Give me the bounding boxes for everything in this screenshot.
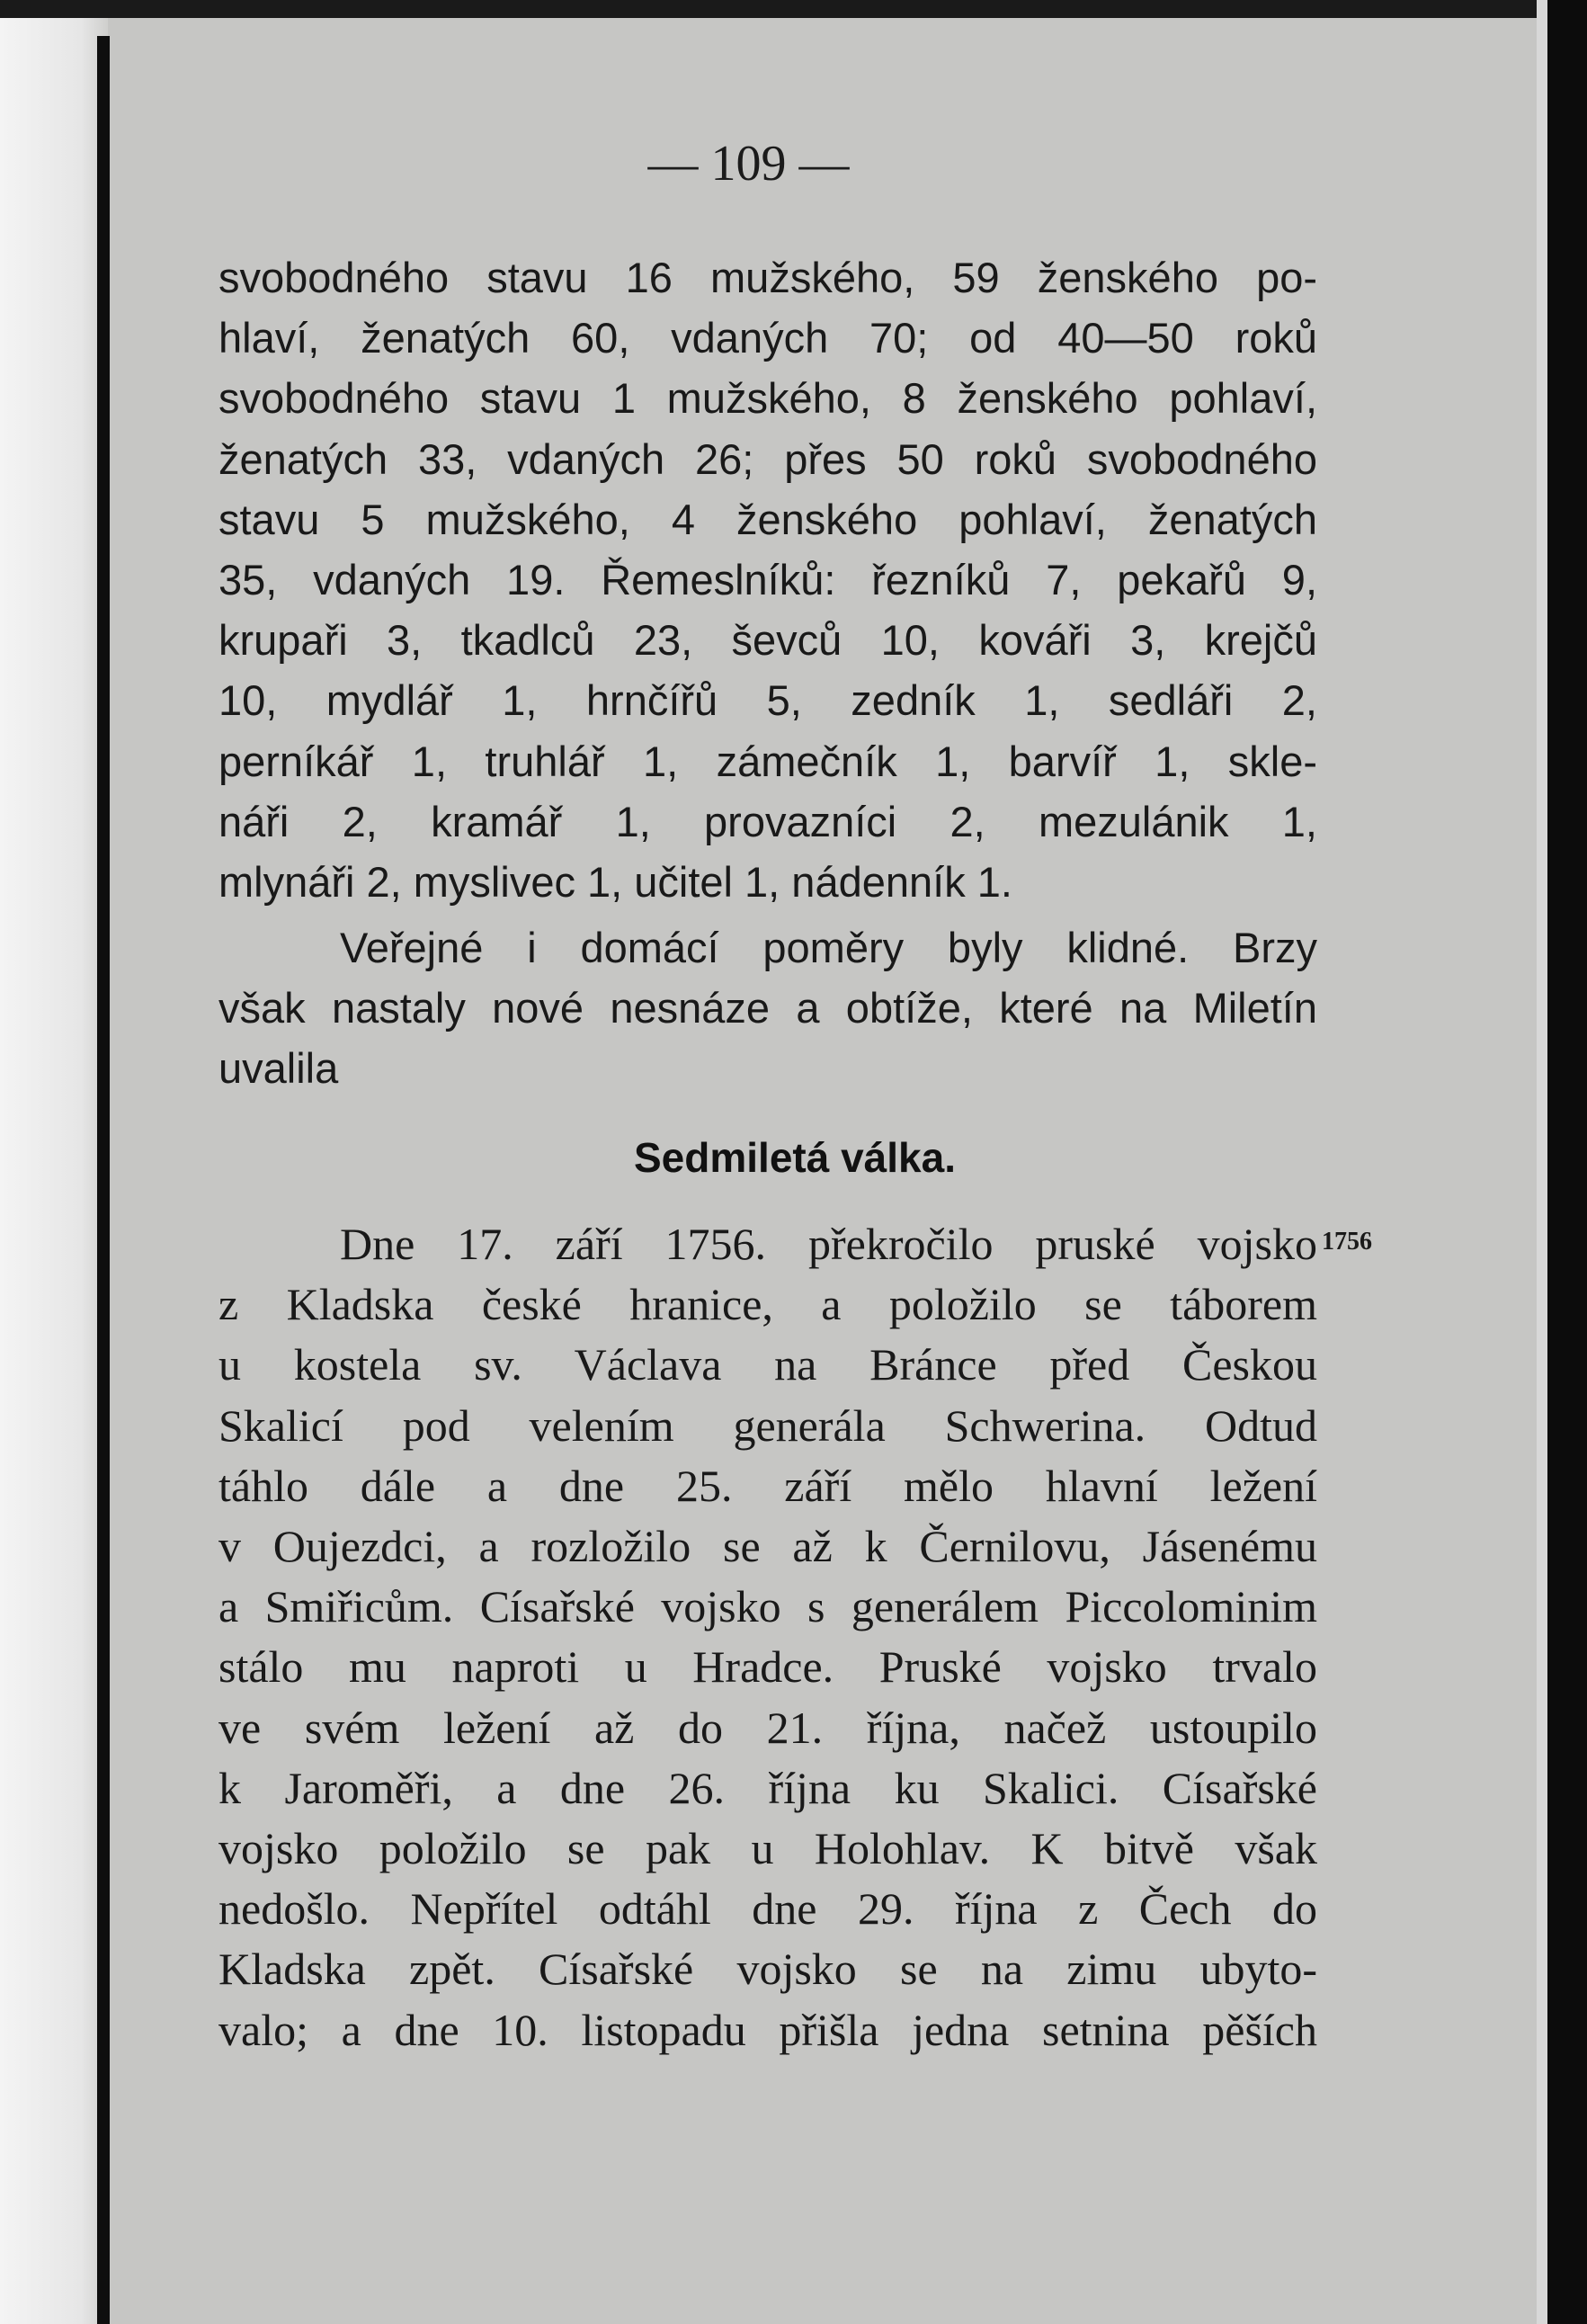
binding-gutter (97, 36, 110, 2324)
text-line: u kostela sv. Václava na Bránce před Českou (218, 1339, 1317, 1390)
text-line: Dne 17. září 1756. překročilo pruské vojsko (340, 1219, 1317, 1269)
scan-right-border (1547, 0, 1587, 2324)
text-line: mlynáři 2, myslivec 1, učitel 1, nádenník 1. (218, 858, 1012, 907)
paragraph-1 (218, 247, 1317, 912)
page-right-edge (1537, 0, 1547, 2324)
text-line: v Oujezdci, a rozložilo se až k Černilovu, Jásenému (218, 1521, 1317, 1572)
text-line: krupaři 3, tkadlců 23, ševců 10, kováři 3, krejčů (218, 616, 1317, 665)
text-line: však nastaly nové nesnáze a obtíže, které na Miletín (218, 984, 1317, 1032)
margin-year-note: 1756 (1322, 1228, 1372, 1256)
page-left-margin (0, 0, 108, 2324)
text-line: svobodného stavu 1 mužského, 8 ženského pohlaví, (218, 374, 1317, 423)
text-line: ve svém ležení až do 21. října, načež ustoupilo (218, 1702, 1317, 1753)
text-line: a Smiřicům. Císařské vojsko s generálem Piccolominim (218, 1581, 1317, 1632)
text-line: z Kladska české hranice, a položilo se táborem (218, 1279, 1317, 1330)
text-line: vojsko položilo se pak u Holohlav. K bitvě však (218, 1823, 1317, 1874)
section-heading-text: Sedmiletá válka. (634, 1134, 956, 1181)
text-line: táhlo dále a dne 25. září mělo hlavní ležení (218, 1460, 1317, 1511)
text-line: Veřejné i domácí poměry byly klidné. Brzy (340, 924, 1317, 971)
text-line: k Jaroměři, a dne 26. října ku Skalici. Císařské (218, 1762, 1317, 1813)
text-line: 35, vdaných 19. Řemeslníků: řezníků 7, pekařů 9, (218, 556, 1317, 604)
text-line: perníkář 1, truhlář 1, zámečník 1, barvíř 1, skle- (218, 737, 1317, 785)
text-line: valo; a dne 10. listopadu přišla jedna setnina pěších (218, 2004, 1317, 2055)
text-line: 10, mydlář 1, hrnčířů 5, zedník 1, sedláři 2, (218, 676, 1317, 725)
text-line: Kladska zpět. Císařské vojsko se na zimu ubyto- (218, 1944, 1317, 1995)
text-line: Skalicí pod velením generála Schwerina. Odtud (218, 1399, 1317, 1451)
text-line: ženatých 33, vdaných 26; přes 50 roků svobodného (218, 434, 1317, 483)
section-heading (218, 1133, 1317, 1182)
text-line: nedošlo. Nepřítel odtáhl dne 29. října z Čech do (218, 1883, 1317, 1935)
text-line: stavu 5 mužského, 4 ženského pohlaví, ženatých (218, 495, 1317, 543)
text-line: uvalila (218, 1044, 339, 1093)
page-number (0, 135, 1587, 192)
text-line: svobodného stavu 16 mužského, 59 ženského po- (218, 254, 1317, 301)
paragraph-3 (218, 1214, 1317, 2060)
text-line: hlaví, ženatých 60, vdaných 70; od 40—50 roků (218, 314, 1317, 362)
scan-top-edge (0, 0, 1587, 18)
page-number-text: — 109 — (647, 136, 850, 192)
text-line: stálo mu naproti u Hradce. Pruské vojsko trvalo (218, 1641, 1317, 1693)
paragraph-2 (218, 917, 1317, 1099)
text-line: náři 2, kramář 1, provazníci 2, mezulánik 1, (218, 797, 1317, 845)
